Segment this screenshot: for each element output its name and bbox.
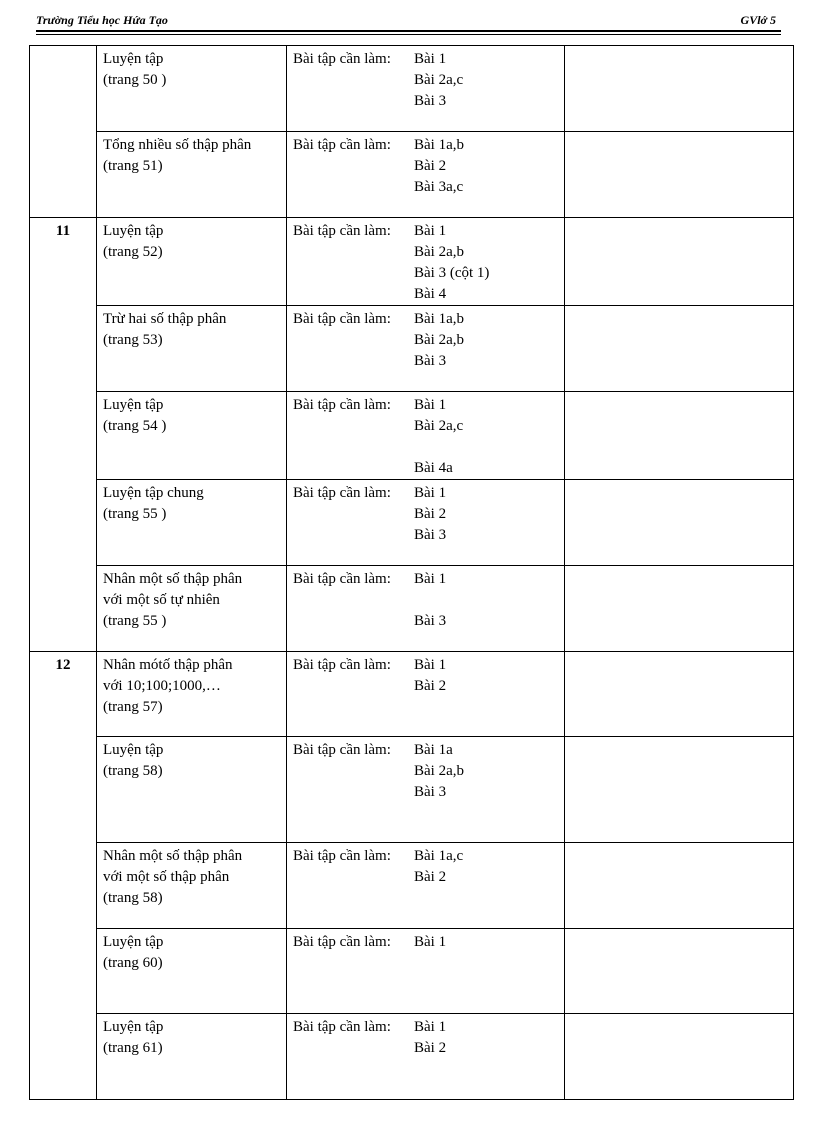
exercise-label: Bài tập cần làm: <box>293 51 391 67</box>
table-row <box>30 843 794 929</box>
note-cell <box>565 392 794 480</box>
lesson-line: Luyện tập <box>103 397 164 413</box>
lesson-line: (trang 53) <box>103 332 163 348</box>
lesson-line: Nhân một số thập phân <box>103 848 243 864</box>
lesson-line: (trang 52) <box>103 244 163 260</box>
exercise-cell <box>287 737 565 843</box>
table-row <box>30 652 794 737</box>
note-cell <box>565 1014 794 1100</box>
lesson-line: với một số tự nhiên <box>103 592 220 608</box>
exercise-label: Bài tập cần làm: <box>293 137 391 153</box>
lesson-line: với một số thập phân <box>103 869 230 885</box>
week-cell <box>30 929 97 1014</box>
note-cell <box>565 566 794 652</box>
note-cell <box>565 218 794 306</box>
exercise-item: Bài 1a,c <box>414 848 464 864</box>
lesson-line: (trang 57) <box>103 699 163 715</box>
exercise-item: Bài 3 <box>414 527 447 543</box>
table-row <box>30 480 794 566</box>
week-cell <box>30 46 97 132</box>
note-cell <box>565 132 794 218</box>
exercise-item: Bài 2 <box>414 678 447 694</box>
note-cell <box>565 929 794 1014</box>
exercise-label: Bài tập cần làm: <box>293 223 391 239</box>
exercise-item <box>414 437 558 458</box>
table-row <box>30 566 794 652</box>
table-row <box>30 737 794 843</box>
exercise-item: Bài 1 <box>414 934 447 950</box>
table-row <box>30 929 794 1014</box>
lesson-cell <box>97 929 287 1014</box>
lesson-cell <box>97 566 287 652</box>
lesson-line: (trang 51) <box>103 158 163 174</box>
header-rule <box>36 30 781 32</box>
lesson-cell <box>97 652 287 737</box>
note-cell <box>565 843 794 929</box>
table-row <box>30 1014 794 1100</box>
lesson-cell <box>97 480 287 566</box>
week-cell <box>30 306 97 392</box>
exercise-item: Bài 4a <box>414 460 453 476</box>
exercise-cell <box>287 132 565 218</box>
lesson-line: (trang 55 ) <box>103 613 167 629</box>
lesson-line: (trang 55 ) <box>103 506 167 522</box>
lesson-line: Trừ hai số thập phân <box>103 311 227 327</box>
note-cell <box>565 480 794 566</box>
table-row <box>30 218 794 306</box>
exercise-item: Bài 2 <box>414 869 447 885</box>
note-cell <box>565 306 794 392</box>
week-cell <box>30 132 97 218</box>
exercise-item: Bài 3 <box>414 93 447 109</box>
exercise-cell <box>287 566 565 652</box>
exercise-item: Bài 3 (cột 1) <box>414 265 490 281</box>
lesson-line: (trang 60) <box>103 955 163 971</box>
lesson-cell <box>97 46 287 132</box>
lesson-line: Luyện tập <box>103 1019 164 1035</box>
exercise-item <box>414 590 558 611</box>
exercise-label: Bài tập cần làm: <box>293 848 391 864</box>
week-cell <box>30 480 97 566</box>
lesson-line: Luyện tập <box>103 223 164 239</box>
exercise-label: Bài tập cần làm: <box>293 1019 391 1035</box>
exercise-item: Bài 2a,b <box>414 244 464 260</box>
note-cell <box>565 46 794 132</box>
exercise-item: Bài 1a,b <box>414 311 464 327</box>
exercise-cell <box>287 843 565 929</box>
note-cell <box>565 737 794 843</box>
exercise-item: Bài 1 <box>414 1019 447 1035</box>
exercise-cell <box>287 46 565 132</box>
week-cell <box>30 1014 97 1100</box>
week-cell <box>30 737 97 843</box>
lesson-line: (trang 58) <box>103 890 163 906</box>
lesson-line: Nhân mótố thập phân <box>103 657 233 673</box>
lesson-cell <box>97 218 287 306</box>
week-cell: 11 <box>30 218 97 306</box>
lesson-cell <box>97 737 287 843</box>
exercise-label: Bài tập cần làm: <box>293 311 391 327</box>
exercise-item: Bài 2a,c <box>414 72 464 88</box>
exercise-label: Bài tập cần làm: <box>293 934 391 950</box>
exercise-item: Bài 1 <box>414 571 447 587</box>
lesson-line: Nhân một số thập phân <box>103 571 243 587</box>
lesson-line: (trang 50 ) <box>103 72 167 88</box>
exercise-item: Bài 1 <box>414 657 447 673</box>
exercise-item: Bài 2 <box>414 158 447 174</box>
exercise-item: Bài 4 <box>414 286 447 302</box>
lesson-cell <box>97 392 287 480</box>
table-row <box>30 46 794 132</box>
lesson-line: Luyện tập <box>103 51 164 67</box>
lesson-line: Luyện tập <box>103 742 164 758</box>
table-row <box>30 306 794 392</box>
exercise-item: Bài 2 <box>414 506 447 522</box>
week-cell <box>30 392 97 480</box>
table-row <box>30 392 794 480</box>
lesson-plan-body <box>30 46 794 1100</box>
exercise-item: Bài 3 <box>414 784 447 800</box>
lesson-line: Tổng nhiều số thập phân <box>103 137 252 153</box>
exercise-cell <box>287 1014 565 1100</box>
exercise-cell <box>287 929 565 1014</box>
exercise-item: Bài 2a,b <box>414 763 464 779</box>
lesson-line: với 10;100;1000,… <box>103 678 221 694</box>
exercise-item: Bài 2 <box>414 1040 447 1056</box>
lesson-line: (trang 54 ) <box>103 418 167 434</box>
week-cell <box>30 566 97 652</box>
week-cell: 12 <box>30 652 97 737</box>
exercise-item: Bài 1 <box>414 397 447 413</box>
exercise-cell <box>287 306 565 392</box>
exercise-label: Bài tập cần làm: <box>293 485 391 501</box>
exercise-cell <box>287 480 565 566</box>
lesson-plan-table <box>29 45 794 1100</box>
exercise-item: Bài 1a <box>414 742 453 758</box>
table-row <box>30 132 794 218</box>
exercise-item: Bài 2a,c <box>414 418 464 434</box>
note-cell <box>565 652 794 737</box>
exercise-cell <box>287 652 565 737</box>
lesson-cell <box>97 306 287 392</box>
exercise-item: Bài 1 <box>414 485 447 501</box>
lesson-cell <box>97 132 287 218</box>
teacher-label: GVlớ 5 <box>740 13 776 27</box>
exercise-label: Bài tập cần làm: <box>293 397 391 413</box>
page-header <box>36 13 780 31</box>
exercise-item: Bài 2a,b <box>414 332 464 348</box>
exercise-item: Bài 1a,b <box>414 137 464 153</box>
header-rule-thin <box>36 34 781 35</box>
week-cell <box>30 843 97 929</box>
exercise-label: Bài tập cần làm: <box>293 571 391 587</box>
lesson-line: (trang 61) <box>103 1040 163 1056</box>
lesson-line: Luyện tập chung <box>103 485 204 501</box>
lesson-cell <box>97 1014 287 1100</box>
exercise-item: Bài 3 <box>414 353 447 369</box>
exercise-cell <box>287 218 565 306</box>
lesson-line: (trang 58) <box>103 763 163 779</box>
exercise-label: Bài tập cần làm: <box>293 657 391 673</box>
lesson-cell <box>97 843 287 929</box>
school-name: Trường Tiểu học Hứa Tạo <box>36 13 168 27</box>
exercise-item: Bài 3 <box>414 613 447 629</box>
exercise-cell <box>287 392 565 480</box>
exercise-label: Bài tập cần làm: <box>293 742 391 758</box>
lesson-line: Luyện tập <box>103 934 164 950</box>
exercise-item: Bài 3a,c <box>414 179 464 195</box>
exercise-item: Bài 1 <box>414 51 447 67</box>
exercise-item: Bài 1 <box>414 223 447 239</box>
